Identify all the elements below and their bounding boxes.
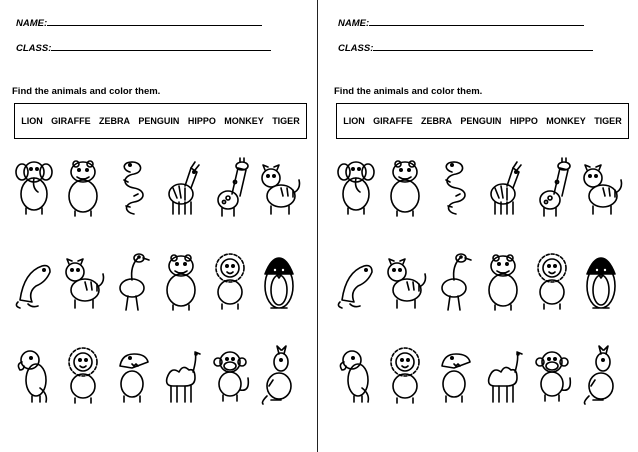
instruction-text: Find the animals and color them. xyxy=(12,86,161,97)
ostrich-icon xyxy=(432,250,476,312)
word-list-box xyxy=(336,103,629,139)
lion-icon xyxy=(61,344,105,406)
monkey-icon xyxy=(530,344,574,406)
word-monkey: MONKEY xyxy=(546,116,586,126)
name-field[interactable] xyxy=(338,16,584,29)
zebra-icon xyxy=(159,156,203,218)
name-blank[interactable] xyxy=(369,16,584,26)
giraffe-icon xyxy=(530,156,574,218)
monkey-icon xyxy=(208,344,252,406)
lion-icon xyxy=(383,344,427,406)
crocodile-icon xyxy=(110,344,154,406)
parrot-icon xyxy=(334,344,378,406)
hippo-icon xyxy=(61,156,105,218)
animal-grid xyxy=(328,150,628,446)
elephant-icon xyxy=(12,156,56,218)
lion-icon xyxy=(530,250,574,312)
parrot-icon xyxy=(12,344,56,406)
word-zebra: ZEBRA xyxy=(99,116,131,126)
tiger-icon xyxy=(61,250,105,312)
ostrich-icon xyxy=(432,250,476,312)
seal-icon xyxy=(334,250,378,312)
tiger-icon xyxy=(383,250,427,312)
class-blank[interactable] xyxy=(51,41,271,51)
page-divider xyxy=(317,0,318,452)
snake-icon xyxy=(432,156,476,218)
hippo-icon xyxy=(481,250,525,312)
word-zebra: ZEBRA xyxy=(421,116,453,126)
tiger-icon xyxy=(579,156,623,218)
word-penguin: PENGUIN xyxy=(138,116,180,126)
word-lion: LION xyxy=(21,116,43,126)
snake-icon xyxy=(110,156,154,218)
class-label: CLASS: xyxy=(338,43,374,54)
crocodile-icon xyxy=(432,344,476,406)
word-lion: LION xyxy=(343,116,365,126)
elephant-icon xyxy=(334,156,378,218)
word-list-box xyxy=(14,103,307,139)
parrot-icon xyxy=(12,344,56,406)
ostrich-icon xyxy=(110,250,154,312)
seal-icon xyxy=(12,250,56,312)
seal-icon xyxy=(12,250,56,312)
word-penguin: PENGUIN xyxy=(460,116,502,126)
camel-icon xyxy=(159,344,203,406)
word-giraffe: GIRAFFE xyxy=(373,116,413,126)
camel-icon xyxy=(481,344,525,406)
penguin-icon xyxy=(579,250,623,312)
zebra-icon xyxy=(159,156,203,218)
penguin-icon xyxy=(579,250,623,312)
kangaroo-icon xyxy=(257,344,301,406)
hippo-icon xyxy=(383,156,427,218)
tiger-icon xyxy=(257,156,301,218)
animal-grid xyxy=(6,150,306,446)
monkey-icon xyxy=(208,344,252,406)
word-giraffe: GIRAFFE xyxy=(51,116,91,126)
class-field[interactable] xyxy=(16,41,271,54)
crocodile-icon xyxy=(110,344,154,406)
name-label: NAME: xyxy=(338,18,370,29)
tiger-icon xyxy=(383,250,427,312)
tiger-icon xyxy=(257,156,301,218)
name-field[interactable] xyxy=(16,16,262,29)
worksheet-left xyxy=(0,0,316,452)
snake-icon xyxy=(432,156,476,218)
hippo-icon xyxy=(481,250,525,312)
worksheet-right xyxy=(322,0,638,452)
word-tiger: TIGER xyxy=(272,116,300,126)
word-monkey: MONKEY xyxy=(224,116,264,126)
kangaroo-icon xyxy=(579,344,623,406)
word-tiger: TIGER xyxy=(594,116,622,126)
class-field[interactable] xyxy=(338,41,593,54)
ostrich-icon xyxy=(110,250,154,312)
elephant-icon xyxy=(12,156,56,218)
penguin-icon xyxy=(257,250,301,312)
kangaroo-icon xyxy=(257,344,301,406)
seal-icon xyxy=(334,250,378,312)
lion-icon xyxy=(208,250,252,312)
lion-icon xyxy=(530,250,574,312)
penguin-icon xyxy=(257,250,301,312)
monkey-icon xyxy=(530,344,574,406)
tiger-icon xyxy=(61,250,105,312)
hippo-icon xyxy=(159,250,203,312)
kangaroo-icon xyxy=(579,344,623,406)
lion-icon xyxy=(383,344,427,406)
instruction-text: Find the animals and color them. xyxy=(334,86,483,97)
lion-icon xyxy=(208,250,252,312)
camel-icon xyxy=(481,344,525,406)
giraffe-icon xyxy=(530,156,574,218)
snake-icon xyxy=(110,156,154,218)
crocodile-icon xyxy=(432,344,476,406)
hippo-icon xyxy=(159,250,203,312)
name-label: NAME: xyxy=(16,18,48,29)
zebra-icon xyxy=(481,156,525,218)
lion-icon xyxy=(61,344,105,406)
class-label: CLASS: xyxy=(16,43,52,54)
giraffe-icon xyxy=(208,156,252,218)
zebra-icon xyxy=(481,156,525,218)
name-blank[interactable] xyxy=(47,16,262,26)
word-hippo: HIPPO xyxy=(187,116,216,126)
hippo-icon xyxy=(61,156,105,218)
giraffe-icon xyxy=(208,156,252,218)
word-hippo: HIPPO xyxy=(509,116,538,126)
tiger-icon xyxy=(579,156,623,218)
class-blank[interactable] xyxy=(373,41,593,51)
hippo-icon xyxy=(383,156,427,218)
parrot-icon xyxy=(334,344,378,406)
camel-icon xyxy=(159,344,203,406)
elephant-icon xyxy=(334,156,378,218)
